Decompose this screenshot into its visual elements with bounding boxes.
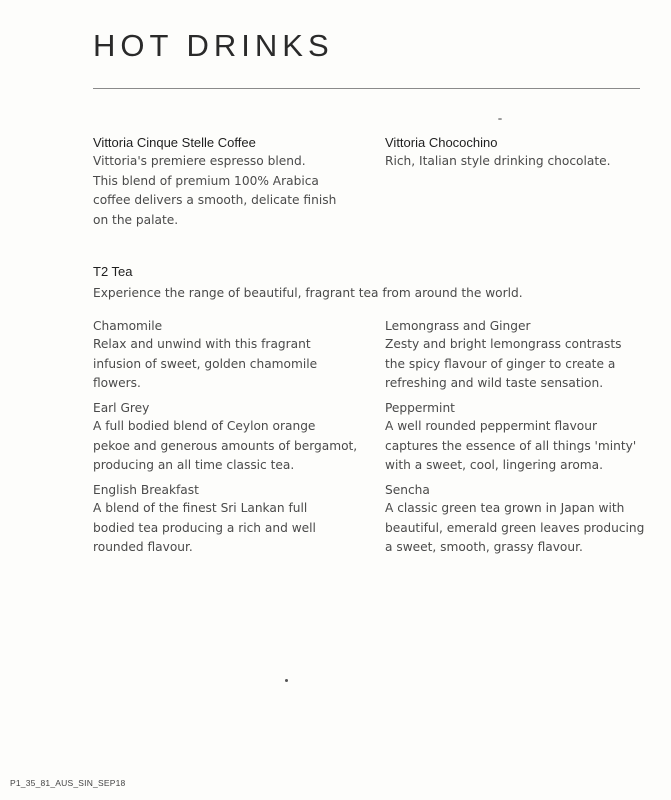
description-line: captures the essence of all things 'minty'	[385, 438, 637, 453]
description-line: on the palate.	[93, 212, 179, 227]
description-line: Rich, Italian style drinking chocolate.	[385, 154, 611, 168]
description-line: A blend of the finest Sri Lankan full	[93, 501, 308, 515]
tea-name-earl-grey: Earl Grey	[93, 401, 150, 415]
tea-name-lemongrass-ginger: Lemongrass and Ginger	[385, 319, 531, 333]
tea-name-peppermint: Peppermint	[385, 401, 455, 415]
coffee-name-cinque-stelle: Vittoria Cinque Stelle Coffee	[93, 135, 256, 150]
tea-name-chamomile: Chamomile	[93, 319, 163, 333]
description-line: Relax and unwind with this fragrant	[93, 337, 311, 351]
coffee-description-cinque-stelle	[93, 152, 336, 230]
tea-description-lemongrass-ginger	[385, 335, 621, 394]
description-line: infusion of sweet, golden chamomile	[93, 356, 318, 371]
description-line: a sweet, smooth, grassy flavour.	[385, 540, 583, 554]
coffee-name-chocochino: Vittoria Chocochino	[385, 135, 498, 150]
description-line: A classic green tea grown in Japan with	[385, 501, 625, 515]
footer-print-code: P1_35_81_AUS_SIN_SEP18	[10, 778, 126, 788]
description-line: rounded flavour.	[93, 540, 193, 554]
scan-speck	[285, 679, 288, 682]
coffee-description-chocochino	[385, 152, 611, 172]
tea-description-peppermint	[385, 417, 636, 476]
description-line: refreshing and wild taste sensation.	[385, 376, 604, 390]
description-line: bodied tea producing a rich and well	[93, 520, 316, 535]
tea-description-english-breakfast	[93, 499, 316, 558]
page-title: HOT DRINKS	[93, 28, 334, 63]
description-line: beautiful, emerald green leaves producing	[385, 520, 645, 535]
description-line: producing an all time classic tea.	[93, 458, 295, 472]
description-line: Vittoria's premiere espresso blend.	[93, 154, 306, 168]
tea-intro: Experience the range of beautiful, fragrant tea from around the world.	[93, 286, 523, 300]
tea-name-sencha: Sencha	[385, 483, 430, 497]
tea-section-heading: T2 Tea	[93, 264, 133, 279]
tea-description-earl-grey	[93, 417, 357, 476]
description-line: flowers.	[93, 376, 141, 390]
scan-speck	[498, 118, 502, 120]
description-line: with a sweet, cool, lingering aroma.	[385, 458, 604, 472]
title-divider	[93, 88, 640, 89]
tea-description-chamomile	[93, 335, 317, 394]
description-line: coffee delivers a smooth, delicate finish	[93, 193, 337, 207]
tea-name-english-breakfast: English Breakfast	[93, 483, 199, 497]
description-line: A full bodied blend of Ceylon orange	[93, 419, 316, 433]
description-line: Zesty and bright lemongrass contrasts	[385, 337, 622, 351]
description-line: A well rounded peppermint flavour	[385, 419, 598, 433]
description-line: pekoe and generous amounts of bergamot,	[93, 438, 358, 453]
tea-description-sencha	[385, 499, 644, 558]
description-line: This blend of premium 100% Arabica	[93, 173, 319, 188]
description-line: the spicy flavour of ginger to create a	[385, 356, 616, 371]
